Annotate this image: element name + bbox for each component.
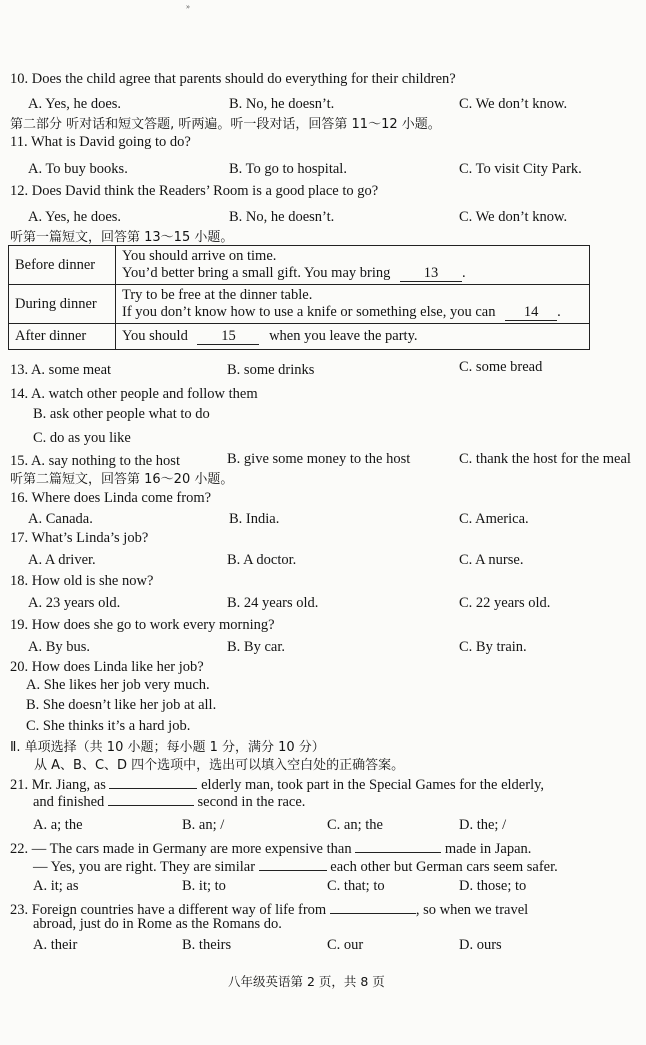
- q21-text: 21. Mr. Jiang, as: [10, 777, 106, 793]
- q16-option-a: A. Canada.: [28, 511, 93, 527]
- q21-text: elderly man, took part in the Special Games for the elderly,: [201, 777, 545, 793]
- part2-instruction: 第二部分 听对话和短文答题, 听两遍。听一段对话，回答第 11～12 小题。: [10, 117, 441, 132]
- q21-option-b: B. an; /: [182, 817, 225, 833]
- q21-blank-2: [108, 791, 194, 806]
- q13-num: 13.: [10, 362, 29, 378]
- blank-15: 15: [197, 328, 259, 345]
- q18-option-b: B. 24 years old.: [227, 595, 319, 611]
- q19-option-b: B. By car.: [227, 639, 285, 655]
- scan-mark: »: [186, 2, 190, 11]
- row-content: [116, 324, 590, 350]
- q16-text: 16. Where does Linda come from?: [10, 490, 212, 506]
- q23-blank-1: [330, 899, 416, 914]
- q21-text: and finished: [33, 794, 105, 810]
- q14: [10, 385, 258, 403]
- q11-option-c: C. To visit City Park.: [459, 161, 582, 177]
- q15-num: 15.: [10, 453, 29, 469]
- q20-option-b: B. She doesn’t like her job at all.: [26, 697, 217, 713]
- q18-option-c: C. 22 years old.: [459, 595, 551, 611]
- q10-option-c: C. We don’t know.: [459, 96, 568, 112]
- q17-option-a: A. A driver.: [28, 552, 96, 568]
- dinner-etiquette-table: [8, 245, 590, 350]
- q22-option-d: D. those; to: [459, 878, 527, 894]
- section2-title: Ⅱ. 单项选择（共 10 小题；每小题 1 分，满分 10 分）: [10, 740, 325, 755]
- row-text: If you don’t know how to use a knife or something else, you can: [122, 304, 496, 320]
- q13-option-c: C. some bread: [459, 359, 543, 375]
- row-text: You’d better bring a small gift. You may bring: [122, 265, 391, 281]
- q21-option-c: C. an; the: [327, 817, 383, 833]
- q23-line2: abroad, just do in Rome as the Romans do.: [33, 916, 282, 932]
- q19-option-c: C. By train.: [459, 639, 527, 655]
- row-text: .: [557, 304, 561, 320]
- q11-option-a: A. To buy books.: [28, 161, 128, 177]
- q11-text: 11. What is David going to do?: [10, 134, 191, 150]
- q15-option-a: A. say nothing to the host: [30, 453, 180, 469]
- q17-option-b: B. A doctor.: [227, 552, 297, 568]
- q22-option-c: C. that; to: [327, 878, 385, 894]
- q21-blank-1: [109, 774, 197, 789]
- q22-option-b: B. it; to: [182, 878, 226, 894]
- q23-option-b: B. theirs: [182, 937, 232, 953]
- q23-text: , so when we travel: [415, 902, 529, 918]
- table-row: [9, 246, 590, 285]
- q23-option-a: A. their: [33, 937, 78, 953]
- row-content: [116, 246, 590, 285]
- q18-option-a: A. 23 years old.: [28, 595, 121, 611]
- q22-blank-2: [259, 856, 327, 871]
- q17-text: 17. What’s Linda’s job?: [10, 530, 149, 546]
- q22-line1: [10, 838, 531, 858]
- row-line: Try to be free at the dinner table.: [122, 287, 313, 303]
- q10-text: 10. Does the child agree that parents should do everything for their children?: [10, 71, 456, 87]
- q12-option-b: B. No, he doesn’t.: [229, 209, 335, 225]
- q10-option-b: B. No, he doesn’t.: [229, 96, 335, 112]
- row-line: [122, 265, 583, 282]
- q22-line2: [33, 856, 558, 876]
- row-text: when you leave the party.: [269, 328, 418, 344]
- q22-blank-1: [355, 838, 441, 853]
- blank-14: 14: [505, 304, 557, 321]
- table-row: [9, 324, 590, 350]
- q14-option-a: A. watch other people and follow them: [30, 386, 258, 402]
- q14-option-c: C. do as you like: [33, 430, 131, 446]
- q23-option-d: D. ours: [459, 937, 502, 953]
- q20-option-a: A. She likes her job very much.: [26, 677, 210, 693]
- row-head-after-dinner: After dinner: [9, 324, 116, 350]
- q15: [10, 452, 180, 470]
- q13: [10, 361, 111, 379]
- table-row: [9, 285, 590, 324]
- row-text: You should: [122, 328, 188, 344]
- q19-text: 19. How does she go to work every morning?: [10, 617, 275, 633]
- q21-option-a: A. a; the: [33, 817, 83, 833]
- q11-option-b: B. To go to hospital.: [229, 161, 347, 177]
- q18-text: 18. How old is she now?: [10, 573, 154, 589]
- q15-option-c: C. thank the host for the meal: [459, 451, 631, 467]
- q23-text: 23. Foreign countries have a different way of life from: [10, 902, 327, 918]
- q21-text: second in the race.: [197, 794, 306, 810]
- q22-text: made in Japan.: [444, 841, 532, 857]
- q13-option-a: A. some meat: [30, 362, 112, 378]
- q12-text: 12. Does David think the Readers’ Room is a good place to go?: [10, 183, 379, 199]
- q20-text: 20. How does Linda like her job?: [10, 659, 204, 675]
- passage2-instruction: 听第二篇短文，回答第 16～20 小题。: [10, 472, 234, 487]
- q21-option-d: D. the; /: [459, 817, 507, 833]
- q21-line2: [33, 791, 305, 811]
- q20-option-c: C. She thinks it’s a hard job.: [26, 718, 191, 734]
- page-footer: 八年级英语第 2 页，共 8 页: [228, 974, 385, 989]
- q14-option-b: B. ask other people what to do: [33, 406, 210, 422]
- q15-option-b: B. give some money to the host: [227, 451, 411, 467]
- row-head-before-dinner: Before dinner: [9, 246, 116, 285]
- q22-option-a: A. it; as: [33, 878, 79, 894]
- row-line: [122, 304, 583, 321]
- q17-option-c: C. A nurse.: [459, 552, 524, 568]
- q10-option-a: A. Yes, he does.: [28, 96, 122, 112]
- section2-instruction: 从 A、B、C、D 四个选项中，选出可以填入空白处的正确答案。: [34, 758, 405, 773]
- blank-13: 13: [400, 265, 462, 282]
- q16-option-c: C. America.: [459, 511, 529, 527]
- q22-text: 22. — The cars made in Germany are more expensive than: [10, 841, 352, 857]
- q13-option-b: B. some drinks: [227, 362, 315, 378]
- q23-option-c: C. our: [327, 937, 364, 953]
- q22-text: each other but German cars seem safer.: [330, 859, 558, 875]
- row-content: [116, 285, 590, 324]
- row-text: .: [462, 265, 466, 281]
- q12-option-a: A. Yes, he does.: [28, 209, 122, 225]
- q22-text: — Yes, you are right. They are similar: [33, 859, 256, 875]
- q16-option-b: B. India.: [229, 511, 280, 527]
- row-head-during-dinner: During dinner: [9, 285, 116, 324]
- q12-option-c: C. We don’t know.: [459, 209, 568, 225]
- passage1-instruction: 听第一篇短文，回答第 13～15 小题。: [10, 230, 234, 245]
- q14-num: 14.: [10, 386, 29, 402]
- row-line: You should arrive on time.: [122, 248, 277, 264]
- q19-option-a: A. By bus.: [28, 639, 91, 655]
